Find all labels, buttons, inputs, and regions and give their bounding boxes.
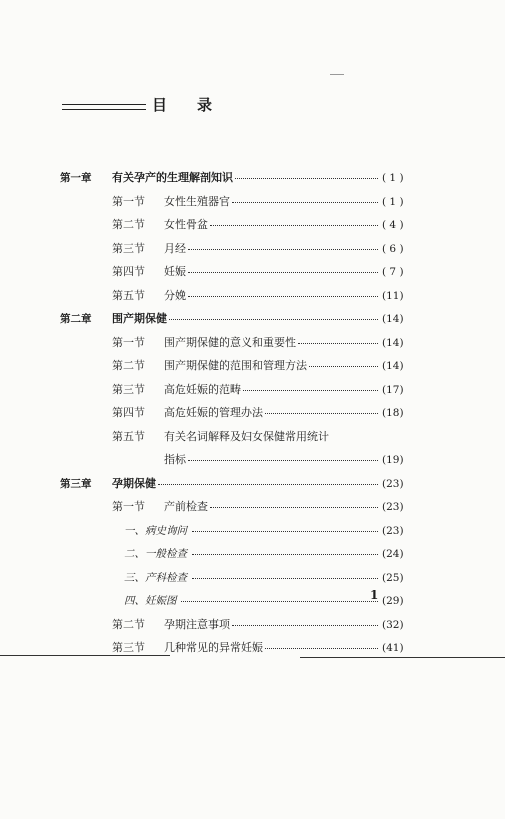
- chapter-label: 第二章: [60, 313, 92, 325]
- dot-leader: [192, 554, 378, 555]
- page-ref: (14): [382, 360, 404, 372]
- chapter-title: 围产期保健: [112, 312, 167, 325]
- section-label: 第二节: [112, 617, 145, 631]
- section-title: 有关名词解释及妇女保健常用统计: [164, 429, 329, 443]
- section-title: 高危妊娠的管理办法: [164, 406, 263, 419]
- page-ref: (11): [382, 289, 404, 302]
- title-char-2: 录: [197, 96, 213, 114]
- subsection-title: 二、一般检查: [124, 548, 187, 560]
- dot-leader: [192, 578, 378, 579]
- section-label: 第三节: [112, 241, 145, 255]
- toc-row: [0, 616, 505, 634]
- page-ref: (24): [382, 548, 404, 560]
- page-ref: (23): [382, 477, 404, 490]
- section-label: 第五节: [112, 429, 145, 443]
- dot-leader: [298, 343, 378, 344]
- toc-row: [0, 310, 505, 328]
- section-label: 第一节: [112, 500, 145, 513]
- page-ref: (32): [382, 618, 404, 631]
- dot-leader: [232, 625, 378, 626]
- dot-leader: [188, 272, 378, 273]
- chapter-label: 第一章: [60, 172, 92, 184]
- page-ref: (25): [382, 571, 404, 584]
- page-ref: (23): [382, 524, 404, 537]
- page-ref: ( 1 ): [382, 195, 404, 208]
- section-title: 围产期保健的范围和管理方法: [164, 359, 307, 372]
- toc-row: [0, 404, 505, 422]
- dot-leader: [210, 225, 378, 226]
- dot-leader: [210, 507, 378, 508]
- section-label: 第四节: [112, 406, 145, 419]
- section-label: 第二节: [112, 359, 145, 372]
- dot-leader: [232, 202, 378, 203]
- toc-row: [0, 592, 505, 610]
- section-title: 分娩: [164, 288, 186, 302]
- page-ref: ( 6 ): [382, 242, 404, 255]
- dot-leader: [265, 648, 378, 649]
- page-ref: (14): [382, 313, 404, 325]
- section-title: 围产期保健的意义和重要性: [164, 335, 296, 349]
- page-ref: (17): [382, 383, 404, 396]
- dot-leader: [265, 413, 378, 414]
- toc-row: [0, 334, 505, 352]
- section-title: 孕期注意事项: [164, 617, 230, 631]
- page-ref: (23): [382, 501, 404, 513]
- subsection-title: 一、病史询问: [124, 524, 187, 537]
- dot-leader: [188, 296, 378, 297]
- toc-row: [0, 357, 505, 375]
- toc-row: [0, 381, 505, 399]
- bottom-rule: [0, 655, 170, 656]
- section-title: 产前检查: [164, 500, 208, 513]
- section-title: 女性骨盆: [164, 218, 208, 231]
- toc-row: [0, 545, 505, 563]
- dot-leader: [243, 390, 378, 391]
- dot-leader: [309, 366, 378, 367]
- toc-row: [0, 216, 505, 234]
- page-ref: (18): [382, 407, 404, 419]
- section-label: 第一节: [112, 194, 145, 208]
- section-title: 高危妊娠的范畴: [164, 382, 241, 396]
- dot-leader: [181, 601, 378, 602]
- toc-row: [0, 475, 505, 493]
- chapter-label: 第三章: [60, 477, 92, 490]
- section-title: 月经: [164, 241, 186, 255]
- toc-row: [0, 451, 505, 469]
- section-title-continuation: 指标: [164, 453, 186, 466]
- bottom-rule-right: [300, 657, 505, 658]
- page-ref: (14): [382, 336, 404, 349]
- scan-mark: [330, 74, 344, 75]
- subsection-title: 三、产科检查: [124, 571, 187, 584]
- toc-row: [0, 169, 505, 187]
- toc-row: [0, 569, 505, 587]
- dot-leader: [235, 178, 378, 179]
- toc-row: [0, 498, 505, 516]
- dot-leader: [158, 484, 378, 485]
- page-ref: (41): [382, 642, 404, 654]
- section-label: 第五节: [112, 288, 145, 302]
- section-label: 第一节: [112, 335, 145, 349]
- subsection-title: 四、妊娠图: [124, 595, 177, 607]
- toc-row: [0, 263, 505, 281]
- section-title: 妊娠: [164, 265, 186, 278]
- section-title: 女性生殖器官: [164, 194, 230, 208]
- title-char-1: 目: [152, 96, 168, 114]
- dot-leader: [188, 249, 378, 250]
- page-ref: ( 7 ): [382, 266, 404, 278]
- toc-row: [0, 193, 505, 211]
- page-ref: ( 4 ): [382, 219, 404, 231]
- toc-row: [0, 522, 505, 540]
- page-number: 1: [370, 588, 379, 602]
- toc-row: [0, 428, 505, 446]
- section-label: 第四节: [112, 265, 145, 278]
- chapter-title: 有关孕产的生理解剖知识: [112, 171, 233, 184]
- section-label: 第二节: [112, 218, 145, 231]
- page-ref: ( 1 ): [382, 172, 404, 184]
- toc-row: [0, 287, 505, 305]
- dot-leader: [188, 460, 378, 461]
- section-title: 几种常见的异常妊娠: [164, 641, 263, 654]
- section-label: 第三节: [112, 641, 145, 654]
- page-ref: (19): [382, 454, 404, 466]
- dot-leader: [169, 319, 378, 320]
- dot-leader: [192, 531, 378, 532]
- toc-row: [0, 240, 505, 258]
- section-label: 第三节: [112, 382, 145, 396]
- chapter-title: 孕期保健: [112, 476, 156, 490]
- page-ref: (29): [382, 595, 404, 607]
